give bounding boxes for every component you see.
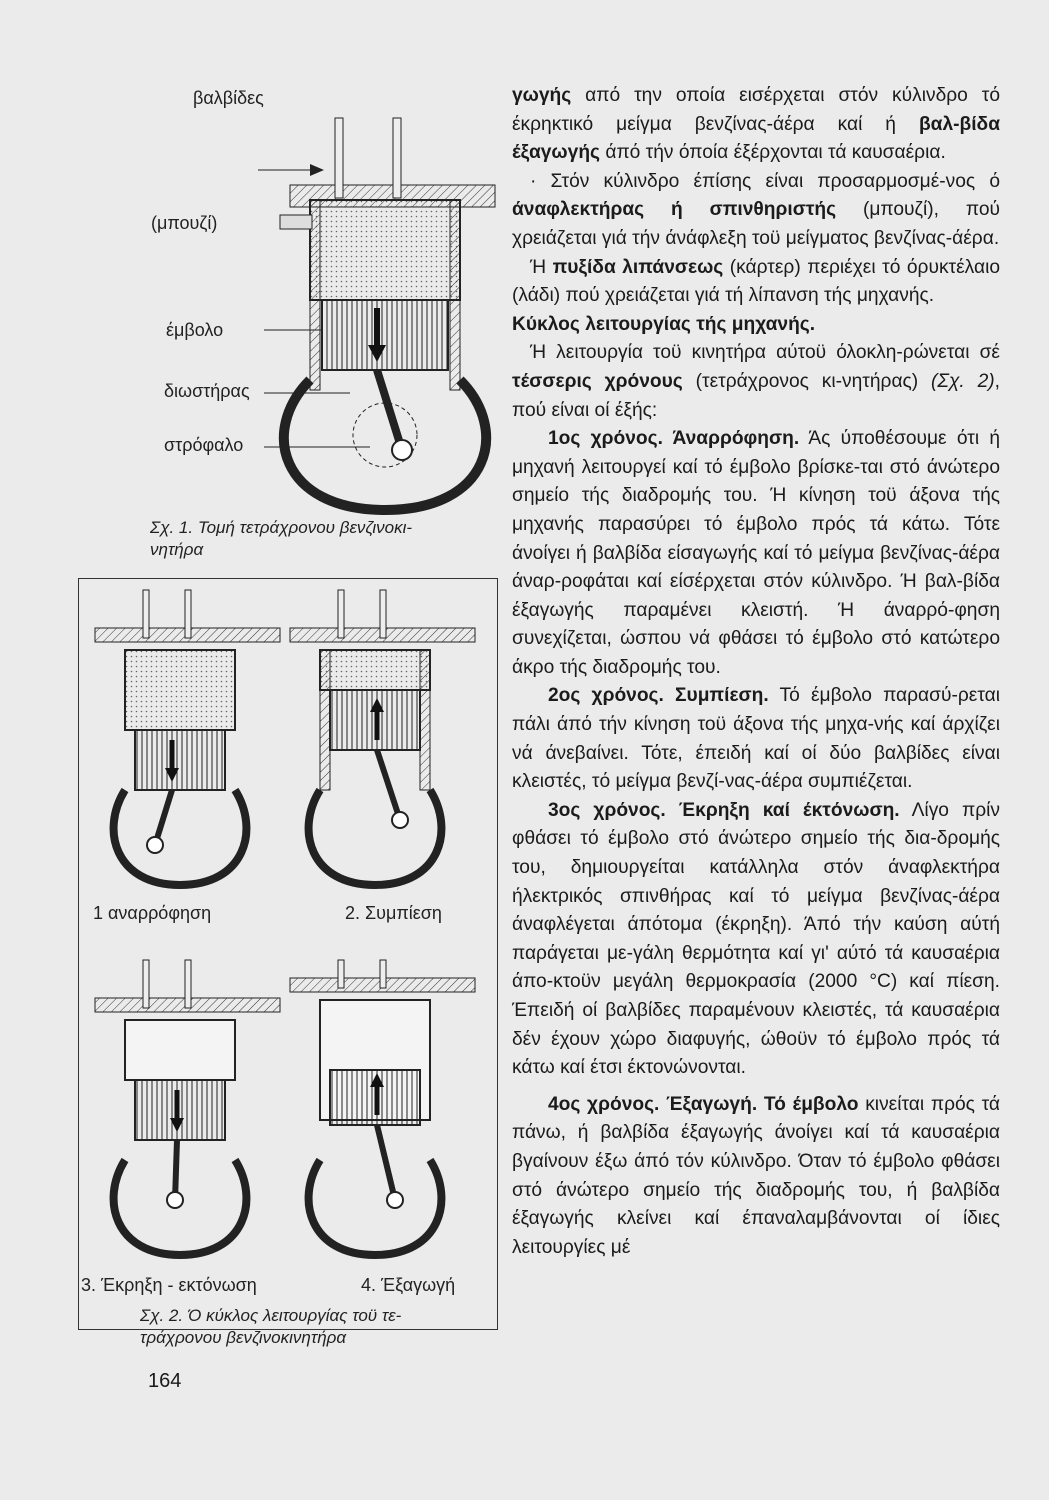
figure-ref: (Σχ. 2)	[931, 370, 995, 392]
text-span: Λίγο πρίν φθάσει τό έμβολο στό άνώτερο σημείο τής δια-δρομής του, δημιουργείται κατάλληλα στόν άναφλεκτήρα ήλεκτρικός σπινθήρας καί τό μείγμα βενζίνας-άέρα άναφλέγεται άπότομα (έκρηξη). Άπό τήν καύση αύτή παράγεται με-γάλη θερμότητα καί γι' αύτό τά καυσαέρια άπο-κτοϋν μεγάλη θερμοκρασία (2000 °C) καί πίεση. Έπειδή οί βαλβίδες παραμένουν κλειστές, τά καυσαέρια δέν έχουν χώρο διαφυγής, ώθοϋν τό έμβολο πρός τά κάτω καί έτσι έκτονώνονται.	[512, 799, 1000, 1079]
paragraph-intake-valve	[512, 82, 1000, 168]
heading-text: Κύκλος λειτουργίας τής μηχανής.	[512, 313, 816, 335]
figure2-caption-text: Ό κύκλος λειτουργίας τοϋ τε-	[187, 1306, 402, 1325]
term-exhaust-valve: βαλ-βίδα έξαγωγής	[512, 113, 1000, 164]
paragraph-crankcase	[512, 254, 1000, 311]
paragraph-stroke-4	[512, 1091, 1000, 1263]
label-valves: βαλβίδες	[193, 88, 264, 108]
figure1-caption-text2: νητήρα	[150, 540, 204, 559]
text-span: Άς ύποθέσουμε ότι ή μηχανή λειτουργεί καί τό έμβολο βρίσκε-ται στό άνώτερο σημείο τής διαδρομής του. Ή κίνηση τοϋ άξονα τής μηχανής παρασύρει τό έμβολο πρός τά κάτω. Τότε άνοίγει ή βαλβίδα είσαγωγής καί τό μείγμα βενζίνας-άέρα άναρ-ροφάται καί είσέρχεται στόν κύλινδρο. Ή βαλ-βίδα έξαγωγής παραμένει κλειστή. Ή άναρρό-φηση συνεχίζεται, ώσπου νά φθάσει τό έμβολο στό κατώτερο άκρο τής διαδρομής του.	[512, 428, 1000, 678]
stroke-power-diagram	[95, 960, 285, 1260]
label-spark-plug: (μπουζί)	[151, 213, 218, 233]
panel-label-compression: 2. Συμπίεση	[345, 903, 442, 923]
panel-label-exhaust: 4. Έξαγωγή	[361, 1275, 456, 1295]
stroke-1-title: 1ος χρόνος. Άναρρόφηση.	[548, 428, 800, 450]
label-piston: έμβολο	[166, 320, 224, 340]
text-span: (μπουζί), πού χρειάζεται γιά τήν άνάφλεξη τοϋ μείγματος βενζίνας-άέρα.	[512, 199, 1000, 249]
term-crankcase: πυξίδα λιπάνσεως	[552, 256, 724, 278]
term-four-strokes: τέσσερις χρόνους	[512, 370, 683, 392]
body-text-column	[512, 82, 1000, 1262]
stroke-compression-diagram	[290, 590, 480, 890]
text-span: Τό έμβολο παρασύ-ρεται πάλι άπό τήν κίνηση τοϋ άξονα τής μηχα-νής καί άρχίζει νά άνεβαίνει. Τότε, έπειδή καί οί δύο βαλβίδες είναι κλειστές, τό μείγμα βενζί-νας-άέρα συμπιέζεται.	[512, 685, 1000, 793]
text-span: , πού είναι οί έξής:	[512, 370, 1001, 421]
section-heading	[512, 311, 1000, 340]
label-crankshaft: στρόφαλο	[164, 435, 244, 455]
stroke-4-title: 4ος χρόνος. Έξαγωγή. Τό έμβολο	[548, 1093, 859, 1115]
paragraph-stroke-2	[512, 682, 1000, 796]
text-span: Ή λειτουργία τοϋ κινητήρα αύτοϋ όλοκλη-ρώνεται σέ	[530, 342, 1000, 364]
paragraph-spark-plug	[512, 168, 1000, 254]
stroke-intake-diagram	[95, 590, 285, 890]
text-span: άπό τήν όποία έξέρχονται τά καυσαέρια.	[600, 142, 946, 164]
stroke-3-title: 3ος χρόνος. Έκρηξη καί έκτόνωση.	[548, 799, 900, 821]
paragraph-stroke-1	[512, 425, 1000, 682]
text-span: · Στόν κύλινδρο έπίσης είναι προσαρμοσμέ-νος ό	[530, 170, 1000, 192]
text-span: από την οποία εισέρχεται στόν κύλινδρο τό έκρηκτικό μείγμα βενζίνας-άέρα καί ή	[512, 85, 1000, 135]
term-intake: γωγής	[512, 85, 572, 106]
stroke-2-title: 2ος χρόνος. Συμπίεση.	[548, 685, 769, 707]
text-span: κινείται πρός τά πάνω, ή βαλβίδα έξαγωγής άνοίγει καί τά καυσαέρια βγαίνουν έξω άπό τόν κύλινδρο. Όταν τό έμβολο φθάσει στό άνώτερο σημείο τής διαδρομής του, ή βαλβίδα έξαγωγής κλείνει καί έπαναλαμβάνονται οί ίδιες λειτουργίες μέ	[512, 1093, 1000, 1258]
paragraph-cycle-intro	[512, 339, 1000, 425]
text-span: (κάρτερ) περιέχει τό όρυκτέλαιο (λάδι) πού χρειάζεται γιά τή λίπανση τής μηχανής.	[512, 256, 1000, 307]
panel-label-intake: 1 αναρρόφηση	[93, 903, 212, 923]
figure2-caption-text2: τράχρονου βενζινοκινητήρα	[140, 1328, 347, 1347]
figure1-caption-text: Τομή τετράχρονου βενζινοκι-	[197, 518, 413, 537]
text-span: (τετράχρονος κι-νητήρας)	[682, 370, 932, 392]
paragraph-stroke-3	[512, 797, 1000, 1083]
panel-label-power: 3. Έκρηξη - εκτόνωση	[81, 1275, 257, 1295]
term-spark-plug: άναφλεκτήρας ή σπινθηριστής	[512, 199, 837, 221]
stroke-exhaust-diagram	[290, 960, 480, 1260]
page-number: 164	[148, 1370, 182, 1392]
figure1-caption	[150, 517, 490, 561]
text-span: Ή	[530, 256, 553, 278]
figure1-caption-number: Σχ. 1.	[150, 518, 194, 537]
figure2-caption-number: Σχ. 2.	[140, 1306, 184, 1325]
figure2-caption	[140, 1305, 500, 1349]
label-connecting-rod: διωστήρας	[164, 381, 250, 401]
